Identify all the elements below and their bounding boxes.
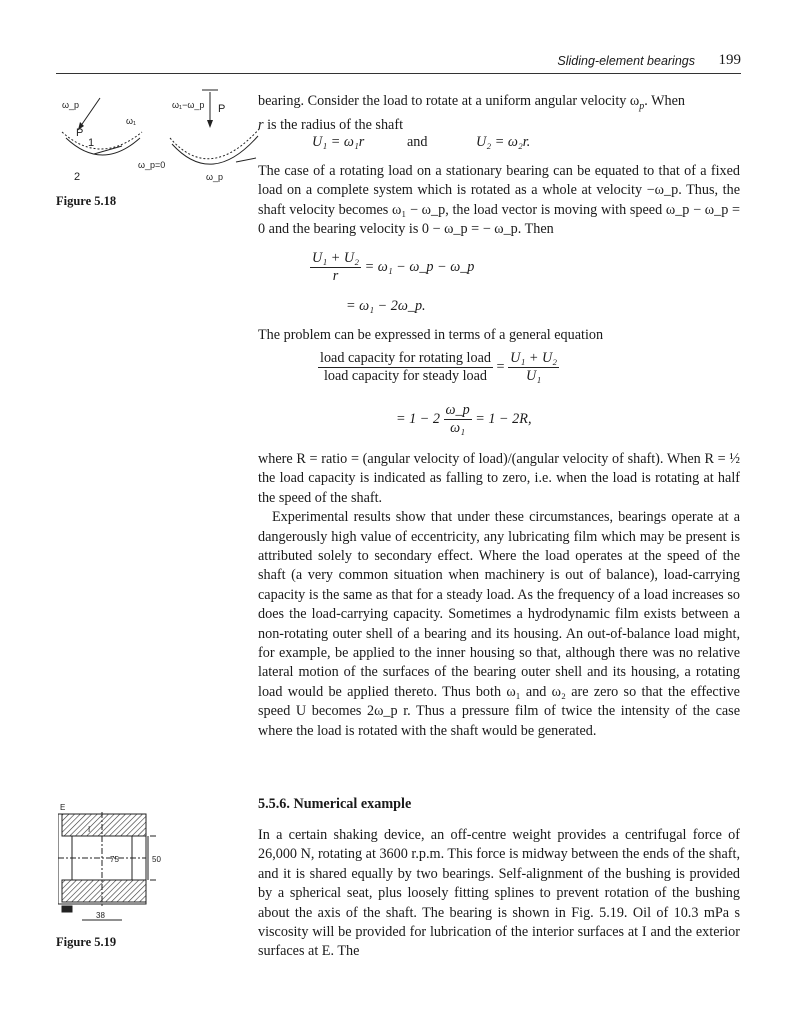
eq5-denominator: ω₁ <box>450 420 466 436</box>
fig18-label-w1-minus-wp: ω₁−ω_p <box>172 100 205 110</box>
equation-u1: U₁ = ω₁r <box>312 134 365 150</box>
eq2-numerator: U₁ + U₂ <box>312 250 360 266</box>
figure-5-19-caption: Figure 5.19 <box>56 935 117 949</box>
figure-5-19-diagram <box>58 802 168 930</box>
equation-general <box>318 350 559 385</box>
figure-5-18-diagram <box>60 88 270 188</box>
fig18-label-wp-zero: ω_p=0 <box>138 160 166 170</box>
fig18-label-wp-bottom: ω_p <box>206 172 224 182</box>
fig18-label-one: 1 <box>88 137 95 149</box>
page-header <box>56 52 741 72</box>
paragraph-6 <box>258 826 740 962</box>
fig19-label-38: 38 <box>96 911 105 920</box>
eq4-denominator: load capacity for steady load <box>323 368 488 384</box>
eq5-numerator: ω_p <box>445 402 470 418</box>
eq4-numerator: load capacity for rotating load <box>320 350 491 366</box>
p1-text-c: is the radius of the shaft <box>263 117 404 134</box>
eq5-left: = 1 − 2 <box>396 410 440 427</box>
section-heading: 5.5.6. Numerical example <box>258 796 412 812</box>
eq4-right-numerator: U₁ + U₂ <box>510 350 558 366</box>
running-title: Sliding-element bearings <box>557 54 695 68</box>
eq2-rhs: = ω₁ − ω_p − ω_p <box>364 258 475 275</box>
paragraph-1: bearing. Consider the load to rotate at a uniform angular velocity $\omega_p$. When r is the radius of the shaft <box>258 93 685 134</box>
fig18-label-w1: ω₁ <box>126 116 137 126</box>
equation-u2: U₂ = ω₂r. <box>476 134 531 150</box>
eq4-equals: = <box>496 358 505 375</box>
fig19-label-75: 75 <box>110 855 119 864</box>
p1-text-b: . When <box>644 93 685 109</box>
eq2-denominator: r <box>332 268 339 284</box>
p1-text: bearing. Consider the load to rotate at a uniform angular velocity ω <box>258 93 640 109</box>
figure-5-18-caption: Figure 5.18 <box>56 194 117 208</box>
paragraph-2 <box>258 162 740 240</box>
paragraph-4 <box>258 450 740 741</box>
fig19-label-e: E <box>60 803 66 812</box>
eq4-right-denominator: U₁ <box>526 368 542 384</box>
p6-text: In a certain shaking device, an off-centre weight provides a centrifugal force of 26,000 N, rotating at 3600 r.p.m. This force is midway between the ends of the shaft, and it is shared equally by two bearings. Self-alignment of the bushing is provided by a spherical seat, plus loosely fitting splines to prevent rotation of the bushing about the axis of the shaft. The bearing is shown in Fig. 5.19. Oil of 10.3 mPa s viscosity will be provided for lubrication of the interior surfaces at I and the exterior surfaces at E. The <box>258 827 740 960</box>
equation-result: = ω₁ − 2ω_p. <box>346 298 426 314</box>
fig19-label-50: 50 <box>152 855 161 864</box>
page-number: 199 <box>718 52 741 68</box>
equation-ratio <box>396 402 532 437</box>
fig18-label-p-right: P <box>218 103 226 115</box>
header-rule <box>56 73 741 74</box>
paragraph-3 <box>258 326 740 345</box>
fig18-label-two: 2 <box>74 171 81 183</box>
p4-text: where R = ratio = (angular velocity of load)/(angular velocity of shaft). When R = ½ the load capacity is indicated as falling to zero, i.e. when the load is rotating at half the speed of the shaft. <box>258 451 740 506</box>
fig19-label-i: I <box>88 825 91 834</box>
p5-text: Experimental results show that under these circumstances, bearings operate at a dangerously high value of eccentricity, any lubricating film which may be present is attributed solely to secondary effect. Where the load operates at the speed of the shaft (a very common situation when machinery is out of balance), load-carrying capacity is the same as that for a steady load. As the frequency of a load increases so does the load-carrying capacity. Sometimes a hydrodynamic film exists between a non-rotating outer shell of a bearing and its housing. An out-of-balance load might, for example, be applied to the inner housing so that, although there was no relative lateral motion of the surfaces of the bearing outer shell and its housing, a rotating load would be applied thereto. Thus both ω₁ and ω₂ are zero so that the effective speed U becomes 2ω_p r. Thus a pressure film of twice the intensity of the case where the load is rotated with the shaft would be generated. <box>258 509 740 739</box>
p3-text: The problem can be expressed in terms of a general equation <box>258 327 604 343</box>
equation-then <box>310 250 474 285</box>
p2-text: The case of a rotating load on a stationary bearing can be equated to that of a fixed load on a complete system which is rotated as a whole at velocity −ω_p. Thus, the shaft velocity becomes ω₁ − ω_p, the load vector is moving with speed ω_p − ω_p = 0 and the bearing velocity is 0 − ω_p = − ω_p. Then <box>258 163 740 238</box>
eq5-right: = 1 − 2R, <box>475 410 532 427</box>
equation-and: and <box>407 134 428 150</box>
fig18-label-p-left: P <box>76 127 84 139</box>
fig18-label-wp: ω_p <box>62 100 80 110</box>
